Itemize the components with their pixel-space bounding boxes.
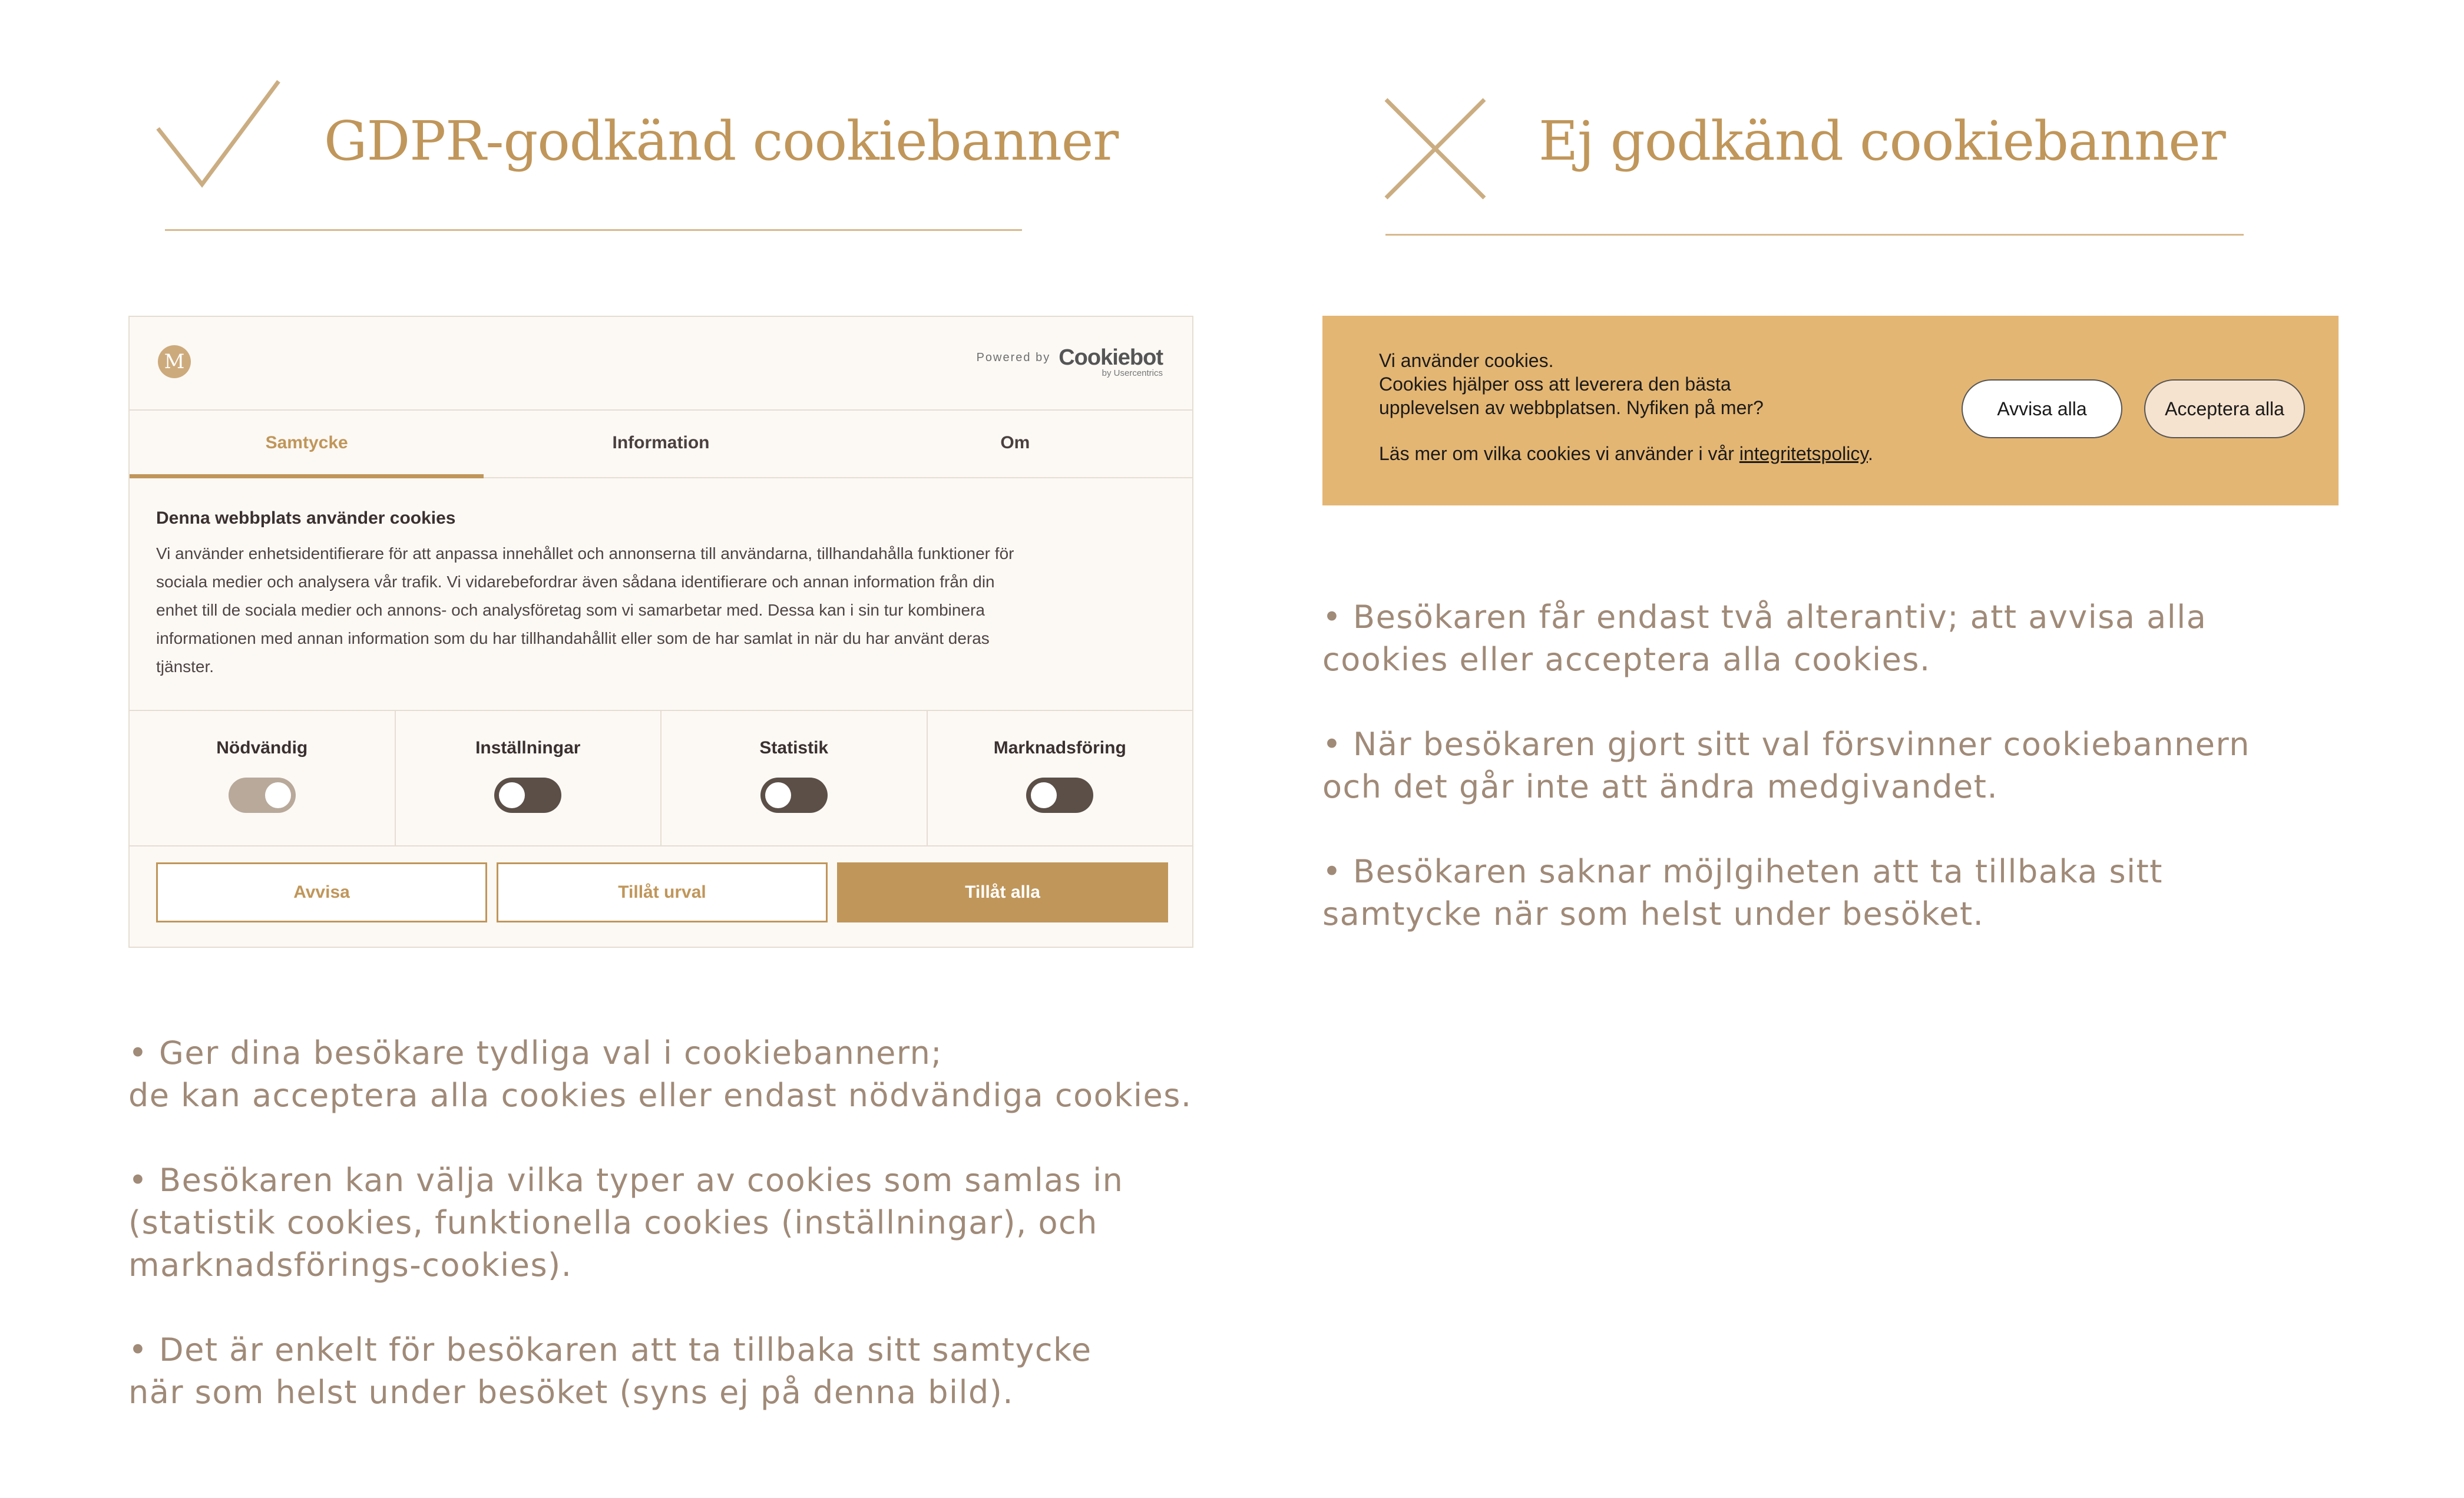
- bullet-item: • När besökaren gjort sitt val försvinner cookiebannern och det går inte att ändra medgivandet.: [1322, 726, 2250, 805]
- bullet-item: • Besökaren saknar möjlgiheten att ta tillbaka sitt samtycke när som helst under besöket.: [1322, 853, 2163, 932]
- approved-divider: [165, 229, 1022, 231]
- approved-heading: GDPR-godkänd cookiebanner: [324, 110, 1119, 173]
- dialog-title: Denna webbplats använder cookies: [156, 508, 456, 528]
- tab-consent[interactable]: Samtycke: [130, 411, 484, 477]
- toggle-knob: [1031, 782, 1057, 808]
- banner-line: Vi använder cookies.: [1379, 350, 1554, 371]
- approved-bullets: [128, 1032, 1192, 1456]
- body-line: sociala medier och analysera vår trafik. Vi vidarebefordrar även sådana identifierare och annan information från din: [156, 573, 995, 591]
- banner-more-suffix: .: [1867, 443, 1873, 464]
- bullet-item: • Besökaren får endast två alterantiv; att avvisa alla cookies eller acceptera alla cookies.: [1322, 598, 2207, 678]
- banner-line: upplevelsen av webbplatsen. Nyfiken på mer?: [1379, 397, 1764, 418]
- banner-text: [1379, 349, 1764, 419]
- bullet-item: • Det är enkelt för besökaren att ta tillbaka sitt samtycke när som helst under besöket (syns ej på denna bild).: [128, 1331, 1092, 1411]
- banner-line: Cookies hjälper oss att leverera den bästa: [1379, 373, 1731, 395]
- allow-all-button[interactable]: Tillåt alla: [837, 862, 1168, 922]
- body-line: tjänster.: [156, 657, 214, 676]
- cookiebot-branding: [977, 345, 1163, 378]
- bullet-item: • Ger dina besökare tydliga val i cookiebannern; de kan acceptera alla cookies eller endast nödvändiga cookies.: [128, 1034, 1192, 1114]
- banner-more-prefix: Läs mer om vilka cookies vi använder i vår: [1379, 443, 1739, 464]
- category-label: Statistik: [759, 738, 829, 758]
- category-preferences: [396, 711, 662, 845]
- bad-cookie-banner: [1322, 316, 2339, 505]
- not-approved-heading: Ej godkänd cookiebanner: [1539, 110, 2225, 173]
- toggle-knob: [499, 782, 525, 808]
- allow-selection-button[interactable]: Tillåt urval: [497, 862, 828, 922]
- category-necessary: [130, 711, 396, 845]
- bullet-item: • Besökaren kan välja vilka typer av cookies som samlas in (statistik cookies, funktionella cookies (inställningar), och marknadsförings-cookies).: [128, 1162, 1124, 1284]
- checkmark-icon: [152, 75, 287, 193]
- cookiebot-logo: Cookiebot: [1059, 345, 1163, 370]
- category-label: Inställningar: [475, 738, 581, 758]
- toggle-marketing[interactable]: [1026, 778, 1093, 813]
- toggle-necessary[interactable]: [229, 778, 296, 813]
- body-line: enhet till de sociala medier och annons- och analysföretag som vi samarbetar med. Dessa kan i sin tur kombinera: [156, 601, 985, 619]
- not-approved-divider: [1385, 234, 2244, 236]
- tab-information[interactable]: Information: [612, 433, 710, 452]
- tab-about[interactable]: Om: [1000, 433, 1030, 452]
- toggle-preferences[interactable]: [494, 778, 561, 813]
- category-marketing: [928, 711, 1193, 845]
- body-line: informationen med annan information som du har tillhandahållit eller som de har samlat in när du har använt deras: [156, 629, 990, 647]
- toggle-knob: [765, 782, 791, 808]
- accept-all-button[interactable]: Acceptera alla: [2144, 379, 2305, 438]
- banner-more-info: [1379, 443, 1873, 465]
- cross-icon: [1383, 97, 1489, 203]
- reject-button[interactable]: Avvisa: [156, 862, 487, 922]
- cookie-categories: [130, 710, 1192, 846]
- toggle-knob: [265, 782, 291, 808]
- consent-dialog: [128, 316, 1193, 948]
- powered-by-label: Powered by: [976, 351, 1051, 364]
- site-logo: M: [158, 345, 191, 378]
- reject-all-button[interactable]: Avvisa alla: [1962, 379, 2122, 438]
- category-label: Nödvändig: [216, 738, 308, 758]
- usercentrics-label: by Usercentrics: [1102, 368, 1163, 378]
- privacy-policy-link[interactable]: integritetspolicy: [1739, 443, 1868, 464]
- dialog-tabs: [130, 409, 1192, 478]
- category-label: Marknadsföring: [993, 738, 1126, 758]
- category-statistics: [662, 711, 928, 845]
- toggle-statistics[interactable]: [760, 778, 828, 813]
- body-line: Vi använder enhetsidentifierare för att anpassa innehållet och annonserna till användarna, tillhandahålla funktioner för: [156, 544, 1014, 563]
- dialog-body: [156, 540, 1169, 681]
- not-approved-bullets: [1322, 596, 2250, 978]
